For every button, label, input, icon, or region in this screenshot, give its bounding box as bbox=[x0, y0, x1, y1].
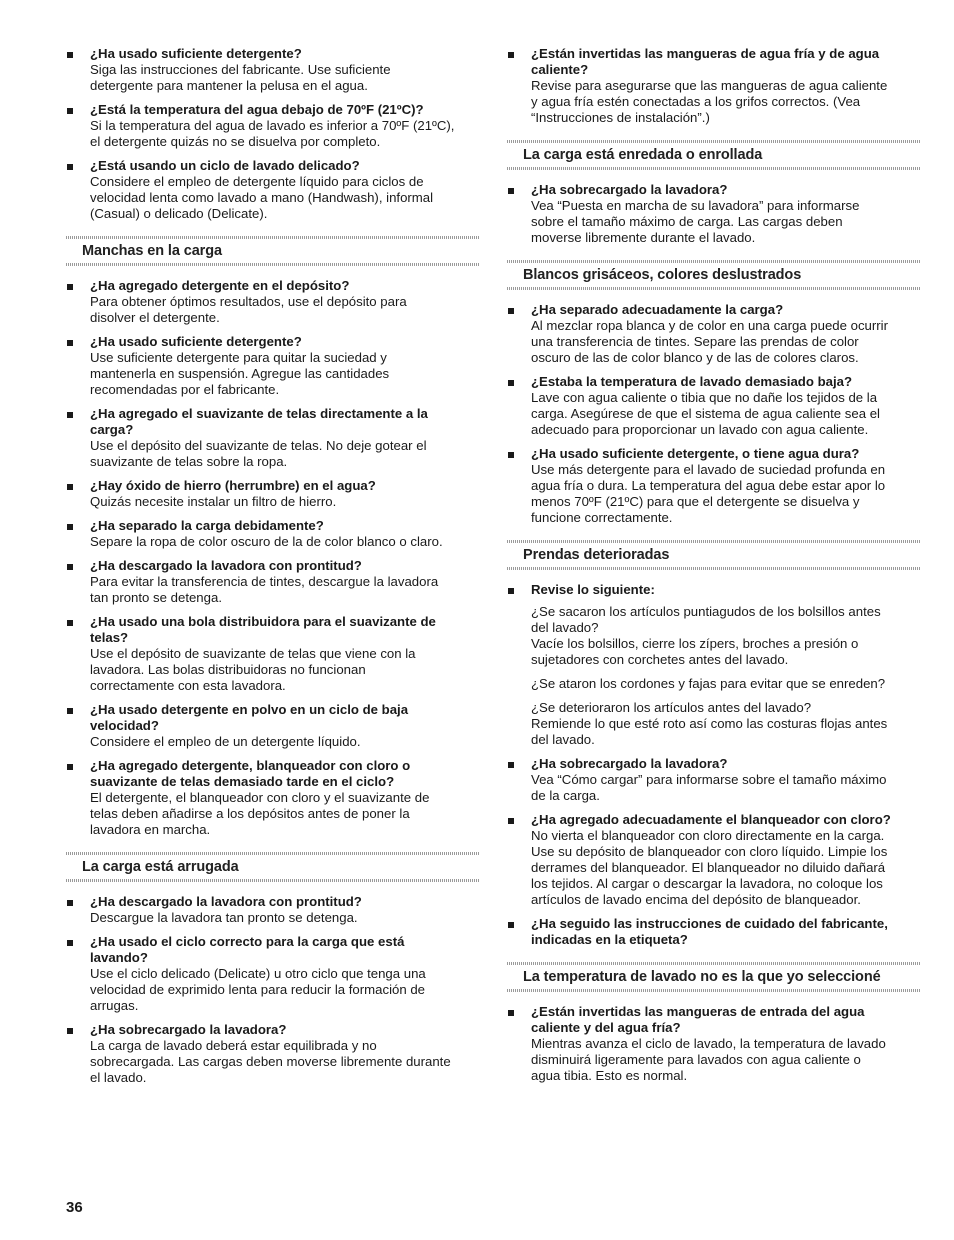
list-item bbox=[66, 46, 480, 94]
answer: Vea “Puesta en marcha de su lavadora” para informarse sobre el tamaño máximo de carga. Las cargas deben moverse libremente durante el lavado. bbox=[531, 198, 860, 245]
question: ¿Ha usado suficiente detergente, o tiene agua dura? bbox=[531, 446, 860, 461]
revise-label: Revise lo siguiente: bbox=[531, 582, 655, 597]
answer: Para obtener óptimos resultados, use el depósito para disolver el detergente. bbox=[90, 294, 407, 325]
list-item bbox=[507, 374, 921, 438]
question: ¿Ha descargado la lavadora con prontitud? bbox=[90, 558, 362, 573]
list-item bbox=[66, 102, 480, 150]
bullet-icon bbox=[67, 564, 73, 570]
bullet-icon bbox=[508, 762, 514, 768]
list-item bbox=[66, 278, 480, 326]
question: ¿Ha sobrecargado la lavadora? bbox=[531, 182, 728, 197]
question: ¿Ha sobrecargado la lavadora? bbox=[531, 756, 728, 771]
right-column bbox=[507, 46, 921, 1092]
question: ¿Ha separado adecuadamente la carga? bbox=[531, 302, 784, 317]
bullet-icon bbox=[508, 818, 514, 824]
divider bbox=[507, 989, 921, 992]
list-item bbox=[66, 334, 480, 398]
list-item bbox=[66, 702, 480, 750]
page-number: 36 bbox=[66, 1199, 83, 1216]
question: ¿Ha usado detergente en polvo en un ciclo de baja velocidad? bbox=[90, 702, 409, 733]
divider bbox=[66, 263, 480, 266]
bullet-icon bbox=[508, 308, 514, 314]
question: ¿Ha sobrecargado la lavadora? bbox=[90, 1022, 287, 1037]
section-header-enredada bbox=[507, 140, 921, 170]
question: ¿Está la temperatura del agua debajo de 70ºF (21ºC)? bbox=[90, 102, 424, 117]
section-header-temperatura bbox=[507, 962, 921, 992]
bullet-icon bbox=[508, 922, 514, 928]
list-item bbox=[66, 758, 480, 838]
bullet-icon bbox=[67, 484, 73, 490]
question: ¿Ha usado el ciclo correcto para la carga que está lavando? bbox=[90, 934, 405, 965]
question: ¿Ha agregado el suavizante de telas directamente a la carga? bbox=[90, 406, 428, 437]
answer: Use el depósito del suavizante de telas. No deje gotear el suavizante de telas sobre la ropa. bbox=[90, 438, 427, 469]
bullet-icon bbox=[67, 620, 73, 626]
bullet-icon bbox=[67, 1028, 73, 1034]
question: ¿Ha usado suficiente detergente? bbox=[90, 46, 302, 61]
list-item bbox=[66, 894, 480, 926]
list-item bbox=[66, 406, 480, 470]
answer: Use más detergente para el lavado de suciedad profunda en agua fría o dura. La temperatura del agua debe estar apor lo menos 70ºF (21ºC) para que el detergente se disuelva y funcione correctamente. bbox=[531, 462, 886, 525]
list-item bbox=[507, 1004, 921, 1084]
list-item bbox=[507, 812, 921, 908]
list-item bbox=[507, 182, 921, 246]
section-header-blancos bbox=[507, 260, 921, 290]
answer: Use el depósito de suavizante de telas que viene con la lavadora. Las bolas distribuidoras no funcionan correctamente con esta lavadora. bbox=[90, 646, 416, 693]
bullet-icon bbox=[67, 164, 73, 170]
answer: Para evitar la transferencia de tintes, descargue la lavadora tan pronto se detenga. bbox=[90, 574, 439, 605]
answer: Use suficiente detergente para quitar la suciedad y mantenerla en suspensión. Agregue las cantidades recomendadas por el fabricante. bbox=[90, 350, 390, 397]
question: ¿Hay óxido de hierro (herrumbre) en el agua? bbox=[90, 478, 376, 493]
answer: El detergente, el blanqueador con cloro y el suavizante de telas deben añadirse a los depósitos antes de poner la lavadora en marcha. bbox=[90, 790, 430, 837]
bullet-icon bbox=[67, 108, 73, 114]
answer: Lave con agua caliente o tibia que no dañe los tejidos de la carga. Asegúrese de que el sistema de agua caliente sea el adecuado para proporcionar un lavado con agua caliente. bbox=[531, 390, 880, 437]
answer: Si la temperatura del agua de lavado es inferior a 70ºF (21ºC), el detergente quizás no se disuelva por completo. bbox=[90, 118, 455, 149]
list-item bbox=[507, 916, 921, 948]
answer: La carga de lavado deberá estar equilibrada y no sobrecargada. Las cargas deben moverse libremente durante el lavado. bbox=[90, 1038, 451, 1085]
question: ¿Ha agregado adecuadamente el blanqueador con cloro? bbox=[531, 812, 891, 827]
answer: Separe la ropa de color oscuro de la de color blanco o claro. bbox=[90, 534, 443, 549]
question: ¿Estaba la temperatura de lavado demasiado baja? bbox=[531, 374, 853, 389]
bullet-icon bbox=[508, 1010, 514, 1016]
answer: Quizás necesite instalar un filtro de hierro. bbox=[90, 494, 337, 509]
answer: Considere el empleo de un detergente líquido. bbox=[90, 734, 361, 749]
divider bbox=[507, 567, 921, 570]
bullet-icon bbox=[67, 708, 73, 714]
answer: Considere el empleo de detergente líquido para ciclos de velocidad lenta como lavado a mano (Handwash), informal (Casual) o delicado (Delicate). bbox=[90, 174, 434, 221]
answer: No vierta el blanqueador con cloro directamente en la carga. Use su depósito de blanqueador con cloro líquido. Limpie los derrames del blanqueador. El blanqueador no diluido dañará los tejidos. Al cargar o descargar la lavadora, no coloque los artículos de lavado encima del depósito de blanqueador. bbox=[531, 828, 888, 907]
list-item bbox=[66, 518, 480, 550]
question: ¿Ha descargado la lavadora con prontitud? bbox=[90, 894, 362, 909]
divider bbox=[507, 287, 921, 290]
section-title: Blancos grisáceos, colores deslustrados bbox=[523, 267, 802, 283]
list-item bbox=[66, 158, 480, 222]
bullet-icon bbox=[508, 188, 514, 194]
section-header-manchas bbox=[66, 236, 480, 266]
bullet-icon bbox=[508, 52, 514, 58]
question: ¿Ha agregado detergente en el depósito? bbox=[90, 278, 350, 293]
list-item bbox=[507, 302, 921, 366]
bullet-icon bbox=[67, 524, 73, 530]
answer: Use el ciclo delicado (Delicate) u otro ciclo que tenga una velocidad de exprimido lenta para reducir la formación de arrugas. bbox=[90, 966, 426, 1013]
section-title: La temperatura de lavado no es la que yo seleccioné bbox=[523, 969, 881, 985]
question: ¿Están invertidas las mangueras de entrada del agua caliente y del agua fría? bbox=[531, 1004, 865, 1035]
answer: Descargue la lavadora tan pronto se detenga. bbox=[90, 910, 358, 925]
list-item bbox=[507, 756, 921, 804]
bullet-icon bbox=[508, 452, 514, 458]
bullet-icon bbox=[508, 588, 514, 594]
list-item bbox=[66, 614, 480, 694]
divider bbox=[66, 879, 480, 882]
list-item bbox=[507, 582, 921, 598]
list-item bbox=[66, 478, 480, 510]
answer: Siga las instrucciones del fabricante. Use suficiente detergente para mantener la pelusa en el agua. bbox=[90, 62, 391, 93]
left-column bbox=[66, 46, 480, 1094]
question: ¿Ha separado la carga debidamente? bbox=[90, 518, 324, 533]
bullet-icon bbox=[67, 284, 73, 290]
question: ¿Ha usado suficiente detergente? bbox=[90, 334, 302, 349]
question: ¿Ha usado una bola distribuidora para el suavizante de telas? bbox=[90, 614, 436, 645]
question: ¿Está usando un ciclo de lavado delicado? bbox=[90, 158, 360, 173]
section-title: La carga está enredada o enrollada bbox=[523, 147, 763, 163]
answer: Al mezclar ropa blanca y de color en una carga puede ocurrir una transferencia de tintes. Separe las prendas de color oscuro de las de color blanco y de las de colores claros. bbox=[531, 318, 888, 365]
answer: Revise para asegurarse que las mangueras de agua caliente y agua fría estén conectadas a los grifos correctos. (Vea “Instrucciones de instalación”.) bbox=[531, 78, 888, 125]
question: ¿Ha agregado detergente, blanqueador con cloro o suavizante de telas demasiado tarde en el ciclo? bbox=[90, 758, 411, 789]
bullet-icon bbox=[67, 764, 73, 770]
bullet-icon bbox=[67, 52, 73, 58]
bullet-icon bbox=[67, 412, 73, 418]
bullet-icon bbox=[67, 340, 73, 346]
section-title: La carga está arrugada bbox=[82, 859, 239, 875]
section-title: Prendas deterioradas bbox=[523, 547, 670, 563]
bullet-icon bbox=[67, 940, 73, 946]
list-item bbox=[66, 1022, 480, 1086]
paragraph: ¿Se ataron los cordones y fajas para evitar que se enreden? bbox=[531, 676, 886, 691]
section-header-prendas bbox=[507, 540, 921, 570]
section-title: Manchas en la carga bbox=[82, 243, 222, 259]
list-item bbox=[66, 934, 480, 1014]
section-header-arrugada bbox=[66, 852, 480, 882]
divider bbox=[507, 167, 921, 170]
answer: Vea “Cómo cargar” para informarse sobre el tamaño máximo de la carga. bbox=[531, 772, 887, 803]
list-item bbox=[507, 446, 921, 526]
list-item bbox=[507, 46, 921, 126]
paragraph: ¿Se sacaron los artículos puntiagudos de los bolsillos antes del lavado? Vacíe los bolsillos, cierre los zípers, broches a presión o sujetadores con corchetes antes del lavado. bbox=[531, 604, 881, 667]
question: ¿Están invertidas las mangueras de agua fría y de agua caliente? bbox=[531, 46, 880, 77]
paragraph: ¿Se deterioraron los artículos antes del lavado? Remiende lo que esté roto así como las costuras flojas antes del lavado. bbox=[531, 700, 888, 747]
question: ¿Ha seguido las instrucciones de cuidado del fabricante, indicadas en la etiqueta? bbox=[531, 916, 888, 947]
answer: Mientras avanza el ciclo de lavado, la temperatura de lavado disminuirá ligeramente para lavados con agua caliente o agua tibia. Esto es normal. bbox=[531, 1036, 886, 1083]
bullet-icon bbox=[508, 380, 514, 386]
list-item bbox=[66, 558, 480, 606]
bullet-icon bbox=[67, 900, 73, 906]
